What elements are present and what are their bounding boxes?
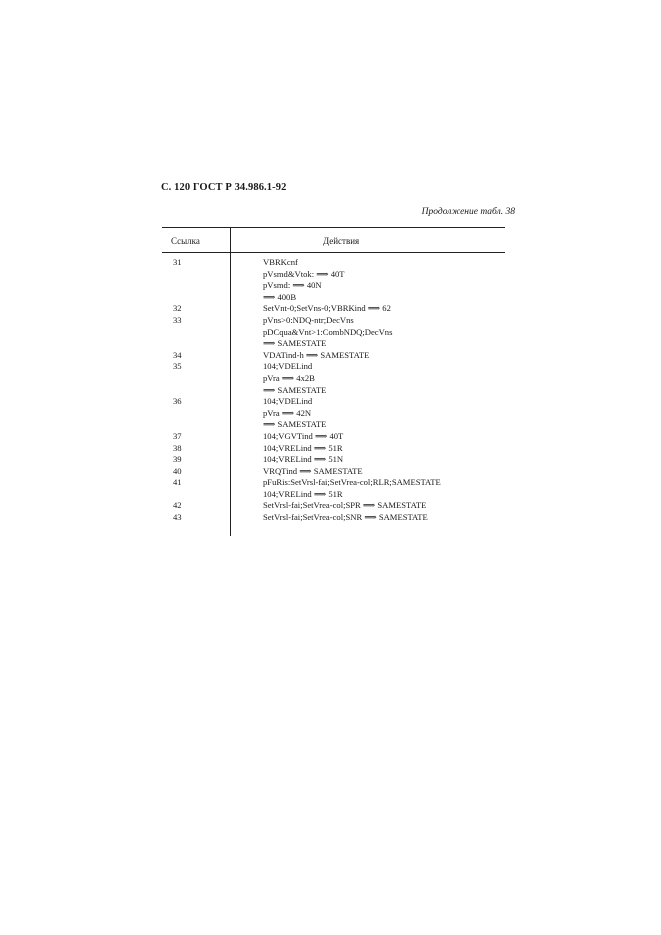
row-actions — [230, 443, 343, 455]
row-actions — [230, 315, 392, 350]
column-header-reference: Ссылка — [171, 236, 200, 246]
action-line: ⟹ SAMESTATE — [263, 384, 327, 395]
row-reference: 43 — [173, 512, 182, 523]
row-actions — [230, 512, 428, 524]
row-reference: 42 — [173, 500, 182, 511]
table-row — [162, 350, 505, 362]
table-row — [162, 315, 505, 350]
table-row — [162, 396, 505, 431]
action-line: 104;VRELind ⟹ 51R — [263, 488, 343, 499]
action-line: pDCqua&Vnt>1:CombNDQ;DecVns — [263, 326, 393, 337]
table-row — [162, 443, 505, 455]
action-line: pVns>0:NDQ-ntr;DecVns — [263, 314, 354, 325]
row-reference: 35 — [173, 361, 182, 372]
row-actions — [230, 350, 369, 362]
action-line: pVrа ⟹ 4x2B — [263, 372, 315, 383]
row-reference: 32 — [173, 303, 182, 314]
row-actions — [230, 454, 343, 466]
table-row — [162, 303, 505, 315]
table-header-rule — [162, 252, 505, 253]
action-line: pVsmd: ⟹ 40N — [263, 280, 322, 291]
action-line: SetVrsl-fai;SetVrea-col;SPR ⟹ SAMESTATE — [263, 500, 427, 511]
action-line: 104;VRELind ⟹ 51R — [263, 442, 343, 453]
column-header-actions: Действия — [323, 236, 360, 246]
row-actions — [230, 396, 326, 431]
table-row — [162, 454, 505, 466]
table-row — [162, 361, 505, 396]
row-actions — [230, 257, 345, 303]
row-actions — [230, 500, 426, 512]
action-line: SetVnt-0;SetVns-0;VBRKind ⟹ 62 — [263, 303, 391, 314]
table-row — [162, 477, 505, 500]
action-line: 104;VDELind — [263, 396, 313, 407]
row-reference: 37 — [173, 430, 182, 441]
action-line: SetVrsl-fai;SetVrea-col;SNR ⟹ SAMESTATE — [263, 512, 428, 523]
table-body — [162, 257, 505, 524]
row-reference: 39 — [173, 454, 182, 465]
row-actions — [230, 466, 363, 478]
row-actions — [230, 303, 391, 315]
action-line: VRQTind ⟹ SAMESTATE — [263, 465, 363, 476]
row-actions — [230, 431, 343, 443]
table-row — [162, 431, 505, 443]
row-reference: 40 — [173, 465, 182, 476]
row-reference: 38 — [173, 442, 182, 453]
action-line: pVrа ⟹ 42N — [263, 407, 312, 418]
table-row — [162, 257, 505, 303]
row-reference: 31 — [173, 257, 182, 267]
action-line: ⟹ SAMESTATE — [263, 338, 327, 349]
action-line: ⟹ 400B — [263, 291, 297, 302]
page-header: С. 120 ГОСТ Р 34.986.1-92 — [161, 182, 287, 193]
action-line: VDATind-h ⟹ SAMESTATE — [263, 349, 370, 360]
table-caption: Продолжение табл. 38 — [421, 207, 515, 217]
table-row — [162, 466, 505, 478]
action-line: ⟹ SAMESTATE — [263, 419, 327, 430]
row-reference: 33 — [173, 314, 182, 325]
table-row — [162, 512, 505, 524]
action-line: 104;VGVTind ⟹ 40T — [263, 430, 344, 441]
action-line: pFuRis:SetVrsl-fai;SetVrea-col;RLR;SAMESTATE — [263, 477, 441, 488]
table-top-rule — [162, 227, 505, 228]
action-line: 104;VRELind ⟹ 51N — [263, 454, 344, 465]
table-row — [162, 500, 505, 512]
row-reference: 36 — [173, 396, 182, 407]
row-reference: 41 — [173, 477, 182, 488]
action-line: VBRKcnf — [263, 257, 298, 267]
row-reference: 34 — [173, 349, 182, 360]
action-line: 104;VDELind — [263, 361, 313, 372]
row-actions — [230, 477, 441, 500]
row-actions — [230, 361, 326, 396]
action-line: pVsmd&Vtok: ⟹ 40T — [263, 268, 345, 279]
